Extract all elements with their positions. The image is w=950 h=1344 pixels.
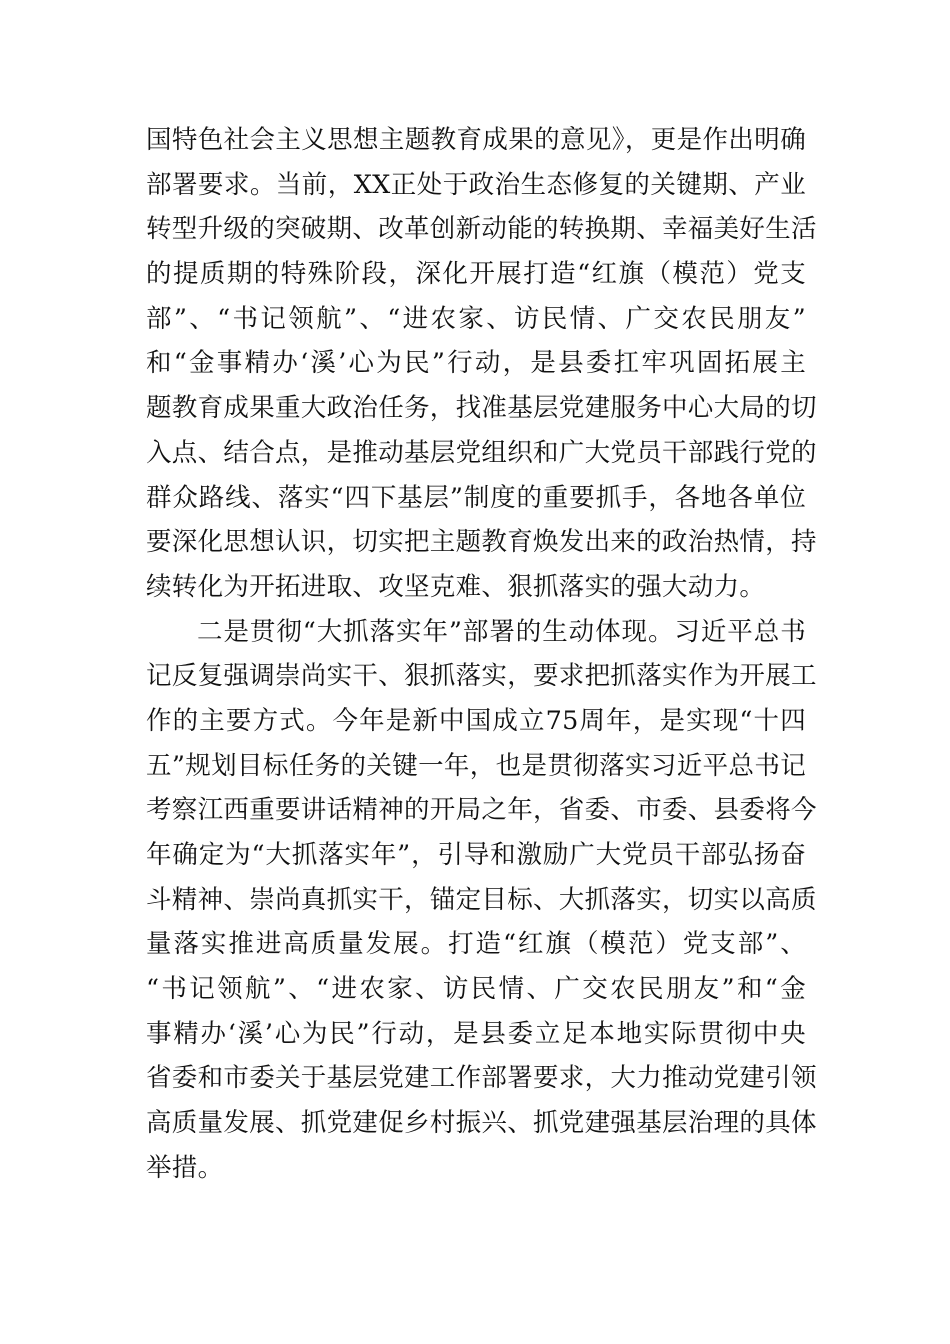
text-line: 入点、结合点，是推动基层党组织和广大党员干部践行党的 — [146, 437, 817, 468]
text-line: 国特色社会主义思想主题教育成果的意见》，更是作出明确 — [146, 125, 806, 155]
text-line: 年确定为“大抓落实年”，引导和激励广大党员干部弘扬奋 — [146, 840, 806, 870]
text-line: 省委和市委关于基层党建工作部署要求，大力推动党建引领 — [146, 1063, 817, 1094]
text-line: 群众路线、落实“四下基层”制度的重要抓手，各地各单位 — [146, 482, 806, 513]
document-body — [146, 118, 817, 1191]
text-line: 举措。 — [146, 1152, 224, 1183]
text-line: 题教育成果重大政治任务，找准基层党建服务中心大局的切 — [146, 393, 817, 424]
text-line: 转型升级的突破期、改革创新动能的转换期、幸福美好生活 — [146, 214, 817, 245]
text-line: 作的主要方式。今年是新中国成立75周年，是实现“十四 — [146, 705, 806, 736]
text-line: 记反复强调崇尚实干、狠抓落实，要求把抓落实作为开展工 — [146, 661, 817, 692]
text-line: 事精办‘溪’心为民”行动，是县委立足本地实际贯彻中央 — [146, 1018, 806, 1049]
paragraph-second-point — [146, 610, 817, 1191]
text-line: 部署要求。当前，XX正处于政治生态修复的关键期、产业 — [146, 169, 806, 200]
text-line: 和“金事精办‘溪’心为民”行动，是县委扛牢巩固拓展主 — [146, 348, 806, 379]
text-line: 量落实推进高质量发展。打造“红旗（模范）党支部”、 — [146, 929, 806, 960]
text-line: 高质量发展、抓党建促乡村振兴、抓党建强基层治理的具体 — [146, 1108, 817, 1139]
paragraph-continued — [146, 118, 817, 610]
text-line: 考察江西重要讲话精神的开局之年，省委、市委、县委将今 — [146, 795, 817, 826]
text-line: 五”规划目标任务的关键一年，也是贯彻落实习近平总书记 — [146, 750, 806, 781]
text-line: 斗精神、崇尚真抓实干，锚定目标、大抓落实，切实以高质 — [146, 884, 817, 915]
text-line: 部”、“书记领航”、“进农家、访民情、广交农民朋友” — [146, 303, 806, 334]
text-line: “书记领航”、“进农家、访民情、广交农民朋友”和“金 — [146, 974, 806, 1005]
text-line: 要深化思想认识，切实把主题教育焕发出来的政治热情，持 — [146, 527, 817, 558]
text-line: 的提质期的特殊阶段，深化开展打造“红旗（模范）党支 — [146, 259, 806, 290]
text-line: 续转化为开拓进取、攻坚克难、狠抓落实的强大动力。 — [146, 571, 766, 602]
text-line-indented: 二是贯彻“大抓落实年”部署的生动体现。习近平总书 — [197, 616, 806, 647]
